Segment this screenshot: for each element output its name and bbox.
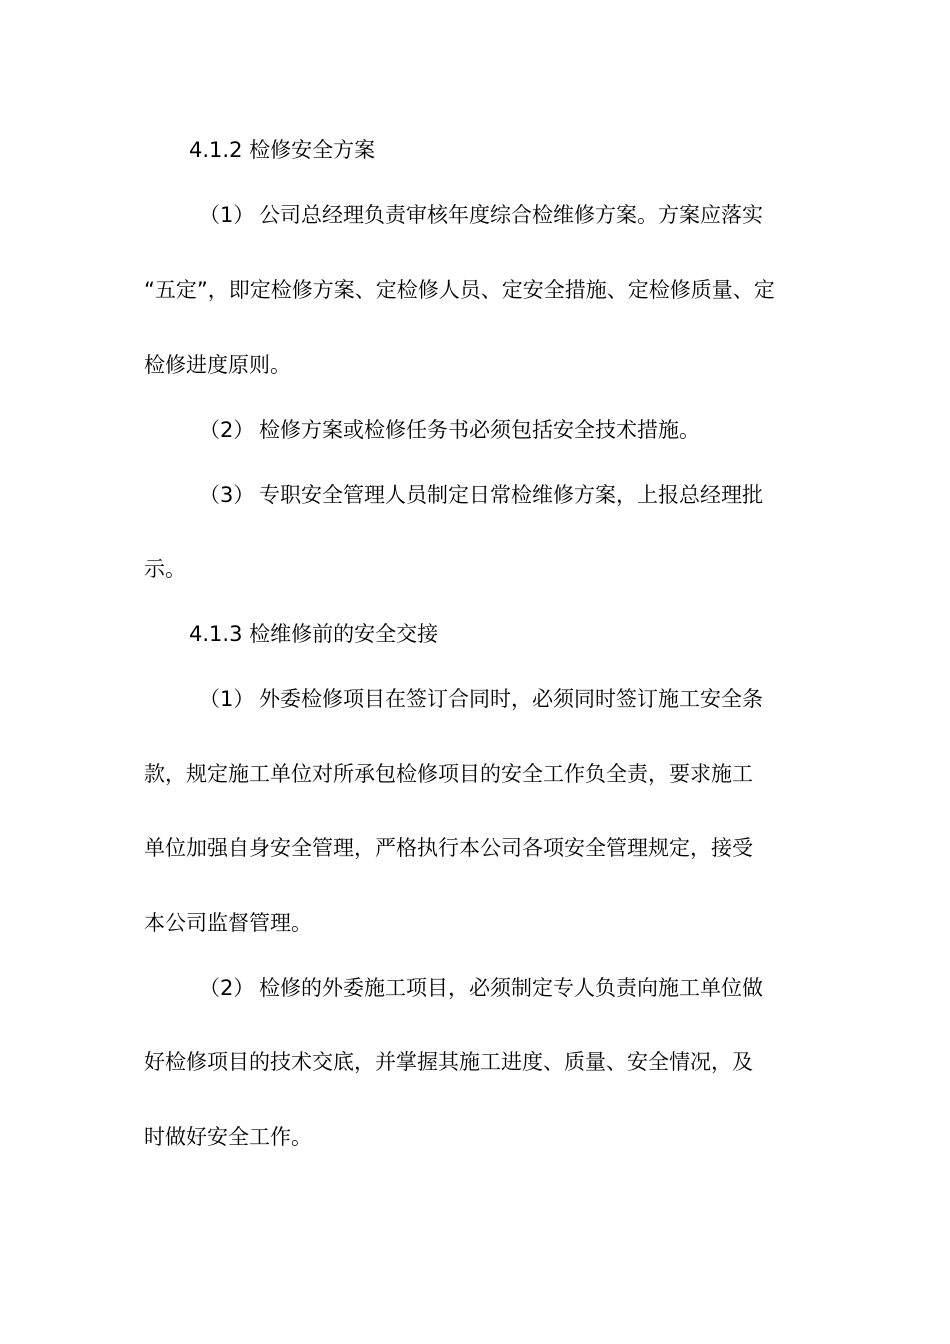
list-item-3-continuation: 示。 <box>144 557 186 581</box>
item-text: 专职安全管理人员制定日常检维修方案，上报总经理批 <box>259 483 763 507</box>
list-item-1-continuation: 单位加强自身安全管理，严格执行本公司各项安全管理规定，接受 <box>144 836 753 860</box>
section-heading-4-1-2: 4.1.2 检修安全方案 <box>189 138 376 162</box>
list-item-2-continuation: 时做好安全工作。 <box>144 1125 312 1149</box>
item-number: （3） <box>199 483 255 507</box>
list-item-2-first-line <box>199 974 763 1002</box>
list-item-2-first-line <box>199 416 700 444</box>
list-item-1-first-line <box>199 201 763 229</box>
item-text: 公司总经理负责审核年度综合检维修方案。方案应落实 <box>259 203 763 227</box>
list-item-3-first-line <box>199 481 763 509</box>
item-number: （1） <box>199 687 255 711</box>
item-text: 检修方案或检修任务书必须包括安全技术措施。 <box>259 418 700 442</box>
item-text: 外委检修项目在签订合同时，必须同时签订施工安全条 <box>259 687 763 711</box>
list-item-1-continuation: 款，规定施工单位对所承包检修项目的安全工作负全责，要求施工 <box>144 762 753 786</box>
list-item-1-continuation: 本公司监督管理。 <box>144 911 312 935</box>
list-item-1-continuation: 检修进度原则。 <box>144 353 291 377</box>
item-number: （1） <box>199 203 255 227</box>
item-number: （2） <box>199 976 255 1000</box>
item-number: （2） <box>199 418 255 442</box>
item-text: 检修的外委施工项目，必须制定专人负责向施工单位做 <box>259 976 763 1000</box>
list-item-2-continuation: 好检修项目的技术交底，并掌握其施工进度、质量、安全情况，及 <box>144 1050 753 1074</box>
list-item-1-continuation: “五定”，即定检修方案、定检修人员、定安全措施、定检修质量、定 <box>144 278 775 302</box>
list-item-1-first-line <box>199 685 763 713</box>
section-heading-4-1-3: 4.1.3 检维修前的安全交接 <box>189 622 439 646</box>
